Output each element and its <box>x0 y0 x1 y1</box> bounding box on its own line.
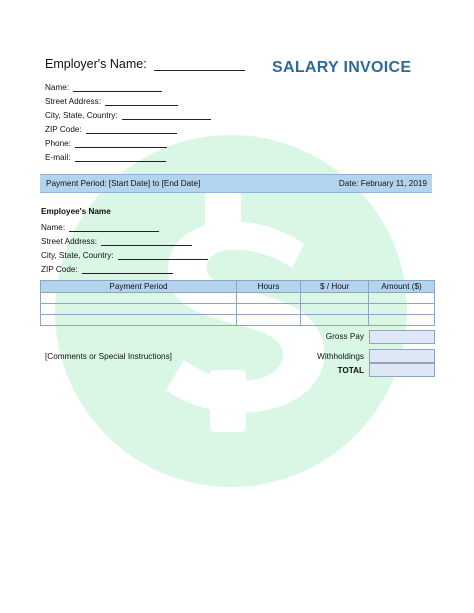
employer-city-input[interactable] <box>122 109 211 120</box>
header-amount: Amount ($) <box>369 281 435 293</box>
employee-street-input[interactable] <box>101 235 192 246</box>
withholdings-field[interactable] <box>369 349 435 363</box>
total-field[interactable] <box>369 363 435 377</box>
employer-email-field: E-mail: <box>45 151 166 162</box>
employer-name-line[interactable] <box>154 60 245 71</box>
table-cell[interactable] <box>41 315 237 326</box>
table-cell[interactable] <box>41 304 237 315</box>
invoice-date[interactable]: Date: February 11, 2019 <box>338 179 427 188</box>
invoice-title: SALARY INVOICE <box>272 59 412 76</box>
table-row <box>41 304 435 315</box>
employer-zip-field: ZIP Code: <box>45 123 177 134</box>
employee-city-input[interactable] <box>118 249 208 260</box>
gross-pay-label: Gross Pay <box>325 332 364 341</box>
table-row <box>41 293 435 304</box>
employer-name-label: Employer's Name: <box>45 57 245 71</box>
total-label: TOTAL <box>337 366 364 375</box>
table-cell[interactable] <box>301 293 369 304</box>
employer-email-input[interactable] <box>75 151 166 162</box>
table-cell[interactable] <box>237 293 301 304</box>
comments-text[interactable]: [Comments or Special Instructions] <box>45 352 172 361</box>
employee-zip-field: ZIP Code: <box>41 263 173 274</box>
payment-period-band <box>40 174 432 193</box>
table-row <box>41 315 435 326</box>
employer-street-input[interactable] <box>105 95 178 106</box>
employee-name-field: Name: <box>41 221 159 232</box>
table-cell[interactable] <box>237 315 301 326</box>
employer-street-field: Street Address: <box>45 95 178 106</box>
employee-city-field: City, State, Country: <box>41 249 208 260</box>
table-cell[interactable] <box>301 304 369 315</box>
employee-heading: Employee's Name <box>41 207 111 216</box>
table-cell[interactable] <box>369 315 435 326</box>
header-payment-period: Payment Period <box>41 281 237 293</box>
employer-phone-input[interactable] <box>75 137 167 148</box>
header-hours: Hours <box>237 281 301 293</box>
employer-city-field: City, State, Country: <box>45 109 211 120</box>
employee-zip-input[interactable] <box>82 263 173 274</box>
employee-street-field: Street Address: <box>41 235 192 246</box>
table-cell[interactable] <box>369 293 435 304</box>
withholdings-label: Withholdings <box>317 352 364 361</box>
gross-pay-field[interactable] <box>369 330 435 344</box>
table-cell[interactable] <box>237 304 301 315</box>
table-cell[interactable] <box>41 293 237 304</box>
employer-name-input[interactable] <box>73 81 162 92</box>
payment-table <box>40 280 435 326</box>
employer-zip-input[interactable] <box>86 123 177 134</box>
table-cell[interactable] <box>369 304 435 315</box>
employee-name-input[interactable] <box>69 221 159 232</box>
employer-phone-field: Phone: <box>45 137 167 148</box>
header-rate: $ / Hour <box>301 281 369 293</box>
payment-period-text[interactable]: Payment Period: [Start Date] to [End Date] <box>46 179 201 188</box>
employer-name-field: Name: <box>45 81 162 92</box>
table-header-row <box>41 281 435 293</box>
table-cell[interactable] <box>301 315 369 326</box>
